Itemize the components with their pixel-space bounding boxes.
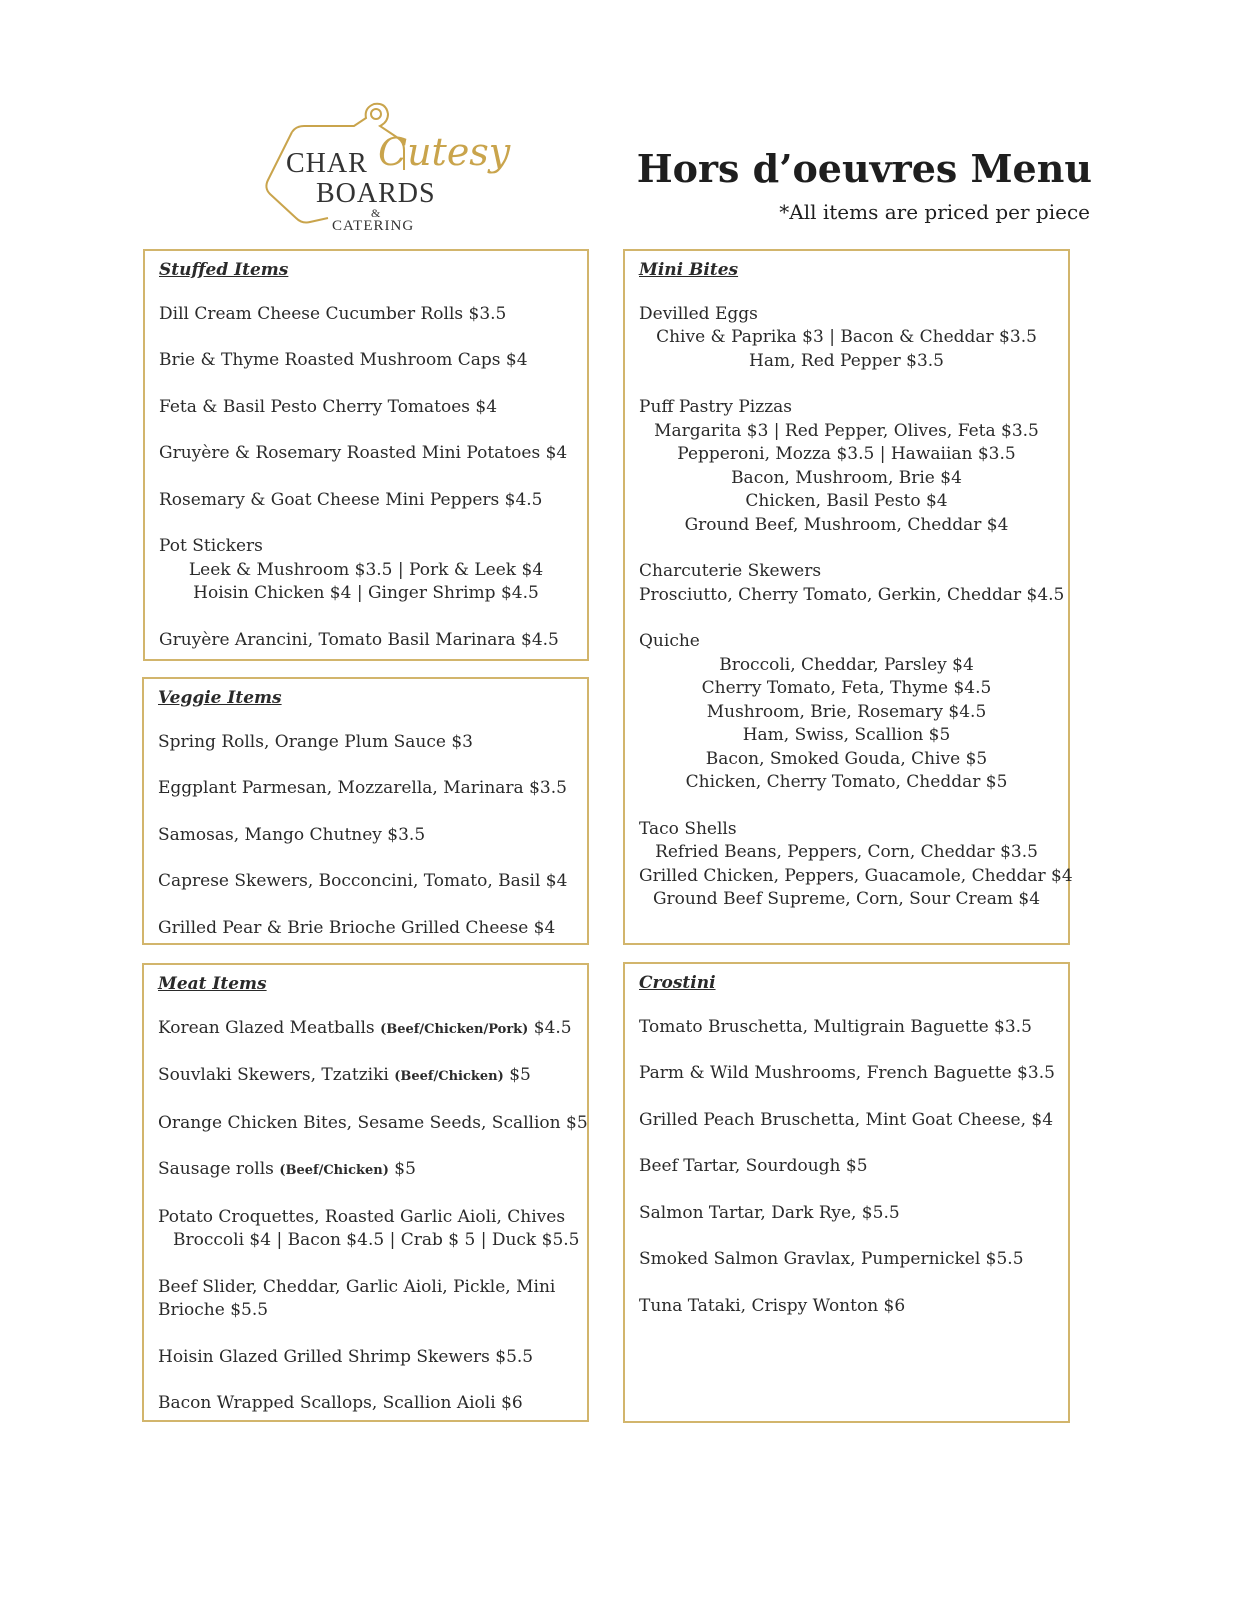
logo-ampersand: &	[371, 206, 381, 220]
meat-items-title: Meat Items	[158, 974, 267, 994]
list-item: Caprese Skewers, Bocconcini, Tomato, Basil $4	[158, 871, 568, 891]
slider-item: Beef Slider, Cheddar, Garlic Aioli, Pickle, Mini Brioche $5.5	[158, 1276, 556, 1320]
logo-catering: CATERING	[332, 218, 415, 234]
list-item: Rosemary & Goat Cheese Mini Peppers $4.5	[159, 489, 543, 510]
pricing-note: *All items are priced per piece	[779, 200, 1090, 224]
list-item: Smoked Salmon Gravlax, Pumpernickel $5.5	[639, 1249, 1024, 1269]
logo-char: CHAR	[286, 148, 368, 179]
list-item: Gruyère & Rosemary Roasted Mini Potatoes $4	[159, 443, 568, 463]
veggie-items-box	[142, 677, 589, 945]
pot-stickers-line: Leek & Mushroom $3.5 | Pork & Leek $4	[188, 559, 544, 580]
list-item: Dill Cream Cheese Cucumber Rolls $3.5	[159, 303, 507, 324]
croquettes-item: Potato Croquettes, Roasted Garlic Aioli, Chives Broccoli $4 | Bacon $4.5 | Crab $ 5 | Duck $5.5	[158, 1206, 580, 1250]
list-item: Parm & Wild Mushrooms, French Baguette $3.5	[639, 1063, 1055, 1083]
pot-stickers-line: Hoisin Chicken $4 | Ginger Shrimp $4.5	[193, 583, 539, 603]
list-item: Gruyère Arancini, Tomato Basil Marinara $4.5	[159, 629, 559, 650]
list-item: Hoisin Glazed Grilled Shrimp Skewers $5.5	[158, 1346, 534, 1367]
crostini-title: Crostini	[639, 973, 716, 993]
list-item: Sausage rolls (Beef/Chicken) $5	[158, 1159, 416, 1179]
devilled-eggs-item: Devilled Eggs Chive & Paprika $3 | Bacon & Cheddar $3.5 Ham, Red Pepper $3.5	[639, 303, 1037, 371]
pot-stickers-item	[159, 535, 573, 606]
charcuterie-skewers-item: Charcuterie Skewers Prosciutto, Cherry Tomato, Gerkin, Cheddar $4.5	[639, 561, 1065, 605]
taco-shells-item: Taco Shells Refried Beans, Peppers, Corn, Cheddar $3.5 Grilled Chicken, Peppers, Guacamole, Cheddar $4 Ground Beef Supreme, Corn, Sour Cream $4	[639, 818, 1073, 909]
list-item: Beef Tartar, Sourdough $5	[639, 1156, 868, 1176]
mini-bites-box	[623, 249, 1073, 945]
veggie-items-title: Veggie Items	[158, 688, 282, 708]
pot-stickers-name: Pot Stickers	[159, 536, 263, 556]
list-item: Salmon Tartar, Dark Rye, $5.5	[639, 1202, 900, 1223]
list-item: Eggplant Parmesan, Mozzarella, Marinara $3.5	[158, 778, 567, 798]
quiche-item: Quiche Broccoli, Cheddar, Parsley $4 Cherry Tomato, Feta, Thyme $4.5 Mushroom, Brie, Rosemary $4.5 Ham, Swiss, Scallion $5 Bacon, Smoked Gouda, Chive $5 Chicken, Cherry Tomato, Cheddar $5	[639, 631, 1008, 792]
list-item: Spring Rolls, Orange Plum Sauce $3	[158, 731, 473, 752]
list-item: Brie & Thyme Roasted Mushroom Caps $4	[159, 350, 528, 370]
page-title: Hors d’oeuvres Menu	[636, 146, 1092, 191]
list-item: Tomato Bruschetta, Multigrain Baguette $3.5	[639, 1016, 1032, 1037]
logo-boards: BOARDS	[316, 178, 436, 209]
list-item: Grilled Peach Bruschetta, Mint Goat Cheese, $4	[639, 1109, 1054, 1130]
logo-cutesy: Cutesy	[378, 130, 511, 174]
list-item: Tuna Tataki, Crispy Wonton $6	[639, 1295, 906, 1316]
list-item: Korean Glazed Meatballs (Beef/Chicken/Pork) $4.5	[158, 1017, 572, 1038]
puff-pastry-pizzas-item: Puff Pastry Pizzas Margarita $3 | Red Pepper, Olives, Feta $3.5 Pepperoni, Mozza $3.5 | Hawaiian $3.5 Bacon, Mushroom, Brie $4 Chicken, Basil Pesto $4 Ground Beef, Mushroom, Cheddar $4	[639, 397, 1039, 535]
list-item: Souvlaki Skewers, Tzatziki (Beef/Chicken) $5	[158, 1065, 531, 1085]
list-item: Orange Chicken Bites, Sesame Seeds, Scallion $5	[158, 1112, 588, 1133]
stuffed-items-title: Stuffed Items	[159, 260, 289, 280]
list-item: Grilled Pear & Brie Brioche Grilled Cheese $4	[158, 917, 556, 938]
stuffed-items-box	[143, 249, 589, 661]
list-item: Samosas, Mango Chutney $3.5	[158, 824, 426, 845]
mini-bites-title: Mini Bites	[639, 260, 739, 280]
list-item: Feta & Basil Pesto Cherry Tomatoes $4	[159, 396, 498, 417]
meat-items-box	[142, 963, 589, 1422]
list-item: Bacon Wrapped Scallops, Scallion Aioli $6	[158, 1393, 523, 1413]
crostini-box	[623, 962, 1070, 1423]
logo	[262, 100, 511, 240]
